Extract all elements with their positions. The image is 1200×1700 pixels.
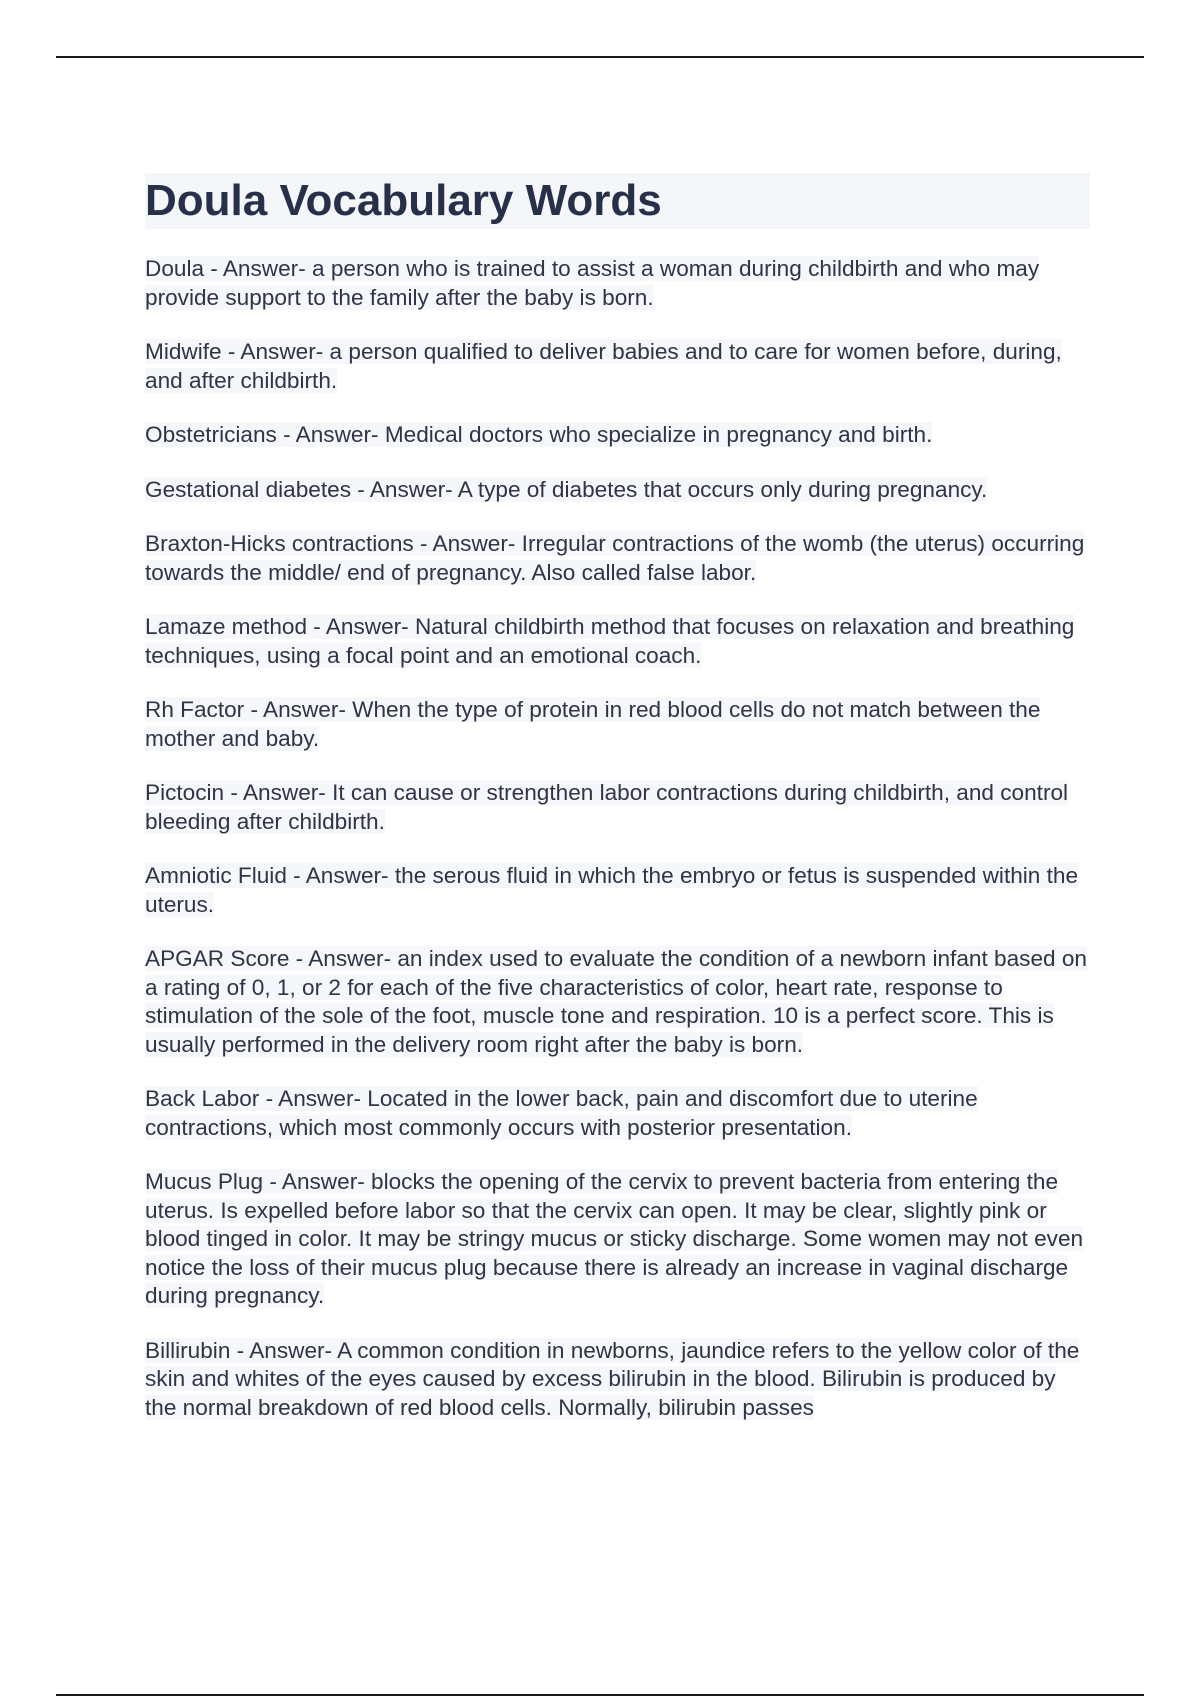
- entry-text: Obstetricians - Answer- Medical doctors who specialize in pregnancy and birth.: [145, 422, 933, 447]
- entry-text: Braxton-Hicks contractions - Answer- Irregular contractions of the womb (the uterus) occurring towards the middle/ end of pregnancy. Also called false labor.: [145, 531, 1085, 585]
- entry-obstetricians: [145, 421, 1090, 450]
- page-title: Doula Vocabulary Words: [145, 176, 662, 225]
- entry-text: Doula - Answer- a person who is trained to assist a woman during childbirth and who may provide support to the family after the baby is born.: [145, 256, 1040, 310]
- title-banner: [145, 173, 1090, 229]
- entry-rh-factor: [145, 696, 1090, 753]
- entry-text: Rh Factor - Answer- When the type of protein in red blood cells do not match between the mother and baby.: [145, 697, 1041, 751]
- entry-text: Billirubin - Answer- A common condition in newborns, jaundice refers to the yellow color of the skin and whites of the eyes caused by excess bilirubin in the blood. Bilirubin is produced by the normal breakdown of red blood cells. Normally, bilirubin passes: [145, 1337, 1080, 1420]
- entry-back-labor: [145, 1085, 1090, 1142]
- entry-pictocin: [145, 779, 1090, 836]
- entry-text: Amniotic Fluid - Answer- the serous fluid in which the embryo or fetus is suspended within the uterus.: [145, 863, 1079, 917]
- entry-braxton-hicks: [145, 530, 1090, 587]
- entry-midwife: [145, 338, 1090, 395]
- entry-mucus-plug: [145, 1168, 1090, 1311]
- entry-gestational-diabetes: [145, 476, 1090, 505]
- document-body: [145, 173, 1090, 1448]
- entry-text: Gestational diabetes - Answer- A type of diabetes that occurs only during pregnancy.: [145, 476, 988, 502]
- page-top-rule: [56, 56, 1144, 58]
- entry-text: Lamaze method - Answer- Natural childbirth method that focuses on relaxation and breathing techniques, using a focal point and an emotional coach.: [145, 614, 1075, 668]
- entry-lamaze-method: [145, 613, 1090, 670]
- entry-apgar-score: [145, 945, 1090, 1059]
- entry-text: Back Labor - Answer- Located in the lower back, pain and discomfort due to uterine contractions, which most commonly occurs with posterior presentation.: [145, 1086, 978, 1140]
- entry-text: Midwife - Answer- a person qualified to deliver babies and to care for women before, during, and after childbirth.: [145, 339, 1062, 393]
- entry-doula: [145, 255, 1090, 312]
- page-bottom-rule: [56, 1694, 1144, 1696]
- entry-amniotic-fluid: [145, 862, 1090, 919]
- entry-text: Pictocin - Answer- It can cause or strengthen labor contractions during childbirth, and control bleeding after childbirth.: [145, 780, 1069, 834]
- entry-text: Mucus Plug - Answer- blocks the opening of the cervix to prevent bacteria from entering the uterus. Is expelled before labor so that the cervix can open. It may be clear, slightly pink or blood tinged in color. It may be stringy mucus or sticky discharge. Some women may not even notice the loss of their mucus plug because there is already an increase in vaginal discharge during pregnancy.: [145, 1169, 1084, 1308]
- entry-text: APGAR Score - Answer- an index used to evaluate the condition of a newborn infant based on a rating of 0, 1, or 2 for each of the five characteristics of color, heart rate, response to stimulation of the sole of the foot, muscle tone and respiration. 10 is a perfect score. This is usually performed in the delivery room right after the baby is born.: [145, 946, 1087, 1057]
- entry-billirubin: [145, 1337, 1090, 1423]
